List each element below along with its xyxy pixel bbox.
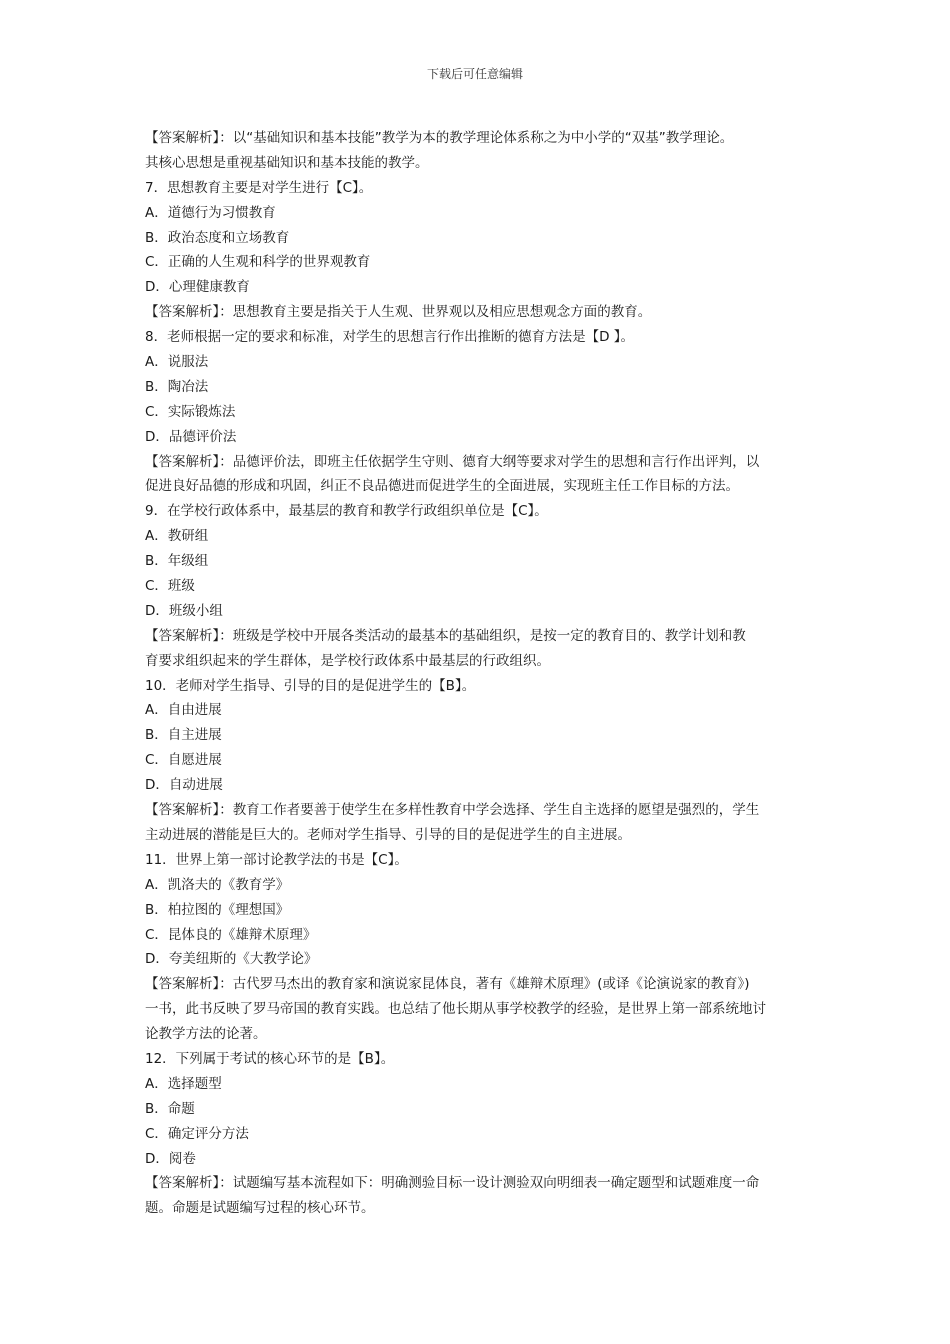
question-text: 11．世界上第一部讨论教学法的书是【C】。 — [145, 851, 408, 868]
question-text: 8．老师根据一定的要求和标准，对学生的思想言行作出推断的德育方法是【D 】。 — [145, 329, 635, 346]
option-text: D．夸美纽斯的《大教学论》 — [145, 951, 318, 968]
answer-explanation-line: 育要求组织起来的学生群体，是学校行政体系中最基层的行政组织。 — [145, 652, 550, 669]
option-text: A．说服法 — [145, 354, 209, 371]
document-body — [145, 126, 825, 1221]
option-text: B．年级组 — [145, 553, 209, 570]
answer-explanation-line: 一书，此书反映了罗马帝国的教育实践。也总结了他长期从事学校教学的经验，是世界上第一部系统地讨 — [145, 1001, 766, 1018]
option-text: A．自由进展 — [145, 702, 222, 719]
question-text: 10．老师对学生指导、引导的目的是促进学生的【B】。 — [145, 677, 476, 694]
answer-explanation-line: 其核心思想是重视基础知识和基本技能的教学。 — [145, 154, 429, 171]
option-text: C．自愿进展 — [145, 752, 222, 769]
option-text: C．实际锻炼法 — [145, 403, 236, 420]
answer-explanation-line: 论教学方法的论著。 — [145, 1026, 267, 1043]
option-text: C．确定评分方法 — [145, 1125, 249, 1142]
option-text: B．自主进展 — [145, 727, 222, 744]
question-text: 12．下列属于考试的核心环节的是【B】。 — [145, 1050, 395, 1067]
option-text: A．选择题型 — [145, 1075, 222, 1092]
question-text: 7．思想教育主要是对学生进行【C】。 — [145, 179, 373, 196]
option-text: B．陶冶法 — [145, 378, 209, 395]
option-text: D．自动进展 — [145, 777, 223, 794]
answer-explanation-line: 【答案解析】：教育工作者要善于使学生在多样性教育中学会选择、学生自主选择的愿望是强烈的，学生 — [145, 802, 760, 819]
answer-explanation-line: 【答案解析】：班级是学校中开展各类活动的最基本的基础组织，是按一定的教育目的、教学计划和教 — [145, 627, 746, 644]
answer-explanation-line: 【答案解析】：思想教育主要是指关于人生观、世界观以及相应思想观念方面的教育。 — [145, 304, 652, 321]
option-text: A．道德行为习惯教育 — [145, 204, 276, 221]
option-text: D．阅卷 — [145, 1150, 196, 1167]
question-text: 9．在学校行政体系中，最基层的教育和教学行政组织单位是【C】。 — [145, 503, 548, 520]
option-text: C．正确的人生观和科学的世界观教育 — [145, 254, 371, 271]
option-text: C．班级 — [145, 578, 195, 595]
answer-explanation-line: 促进良好品德的形成和巩固，纠正不良品德进而促进学生的全面进展，实现班主任工作目标的方法。 — [145, 478, 739, 495]
answer-explanation-line: 【答案解析】：品德评价法，即班主任依据学生守则、德育大纲等要求对学生的思想和言行作出评判，以 — [145, 453, 760, 470]
option-text: D．班级小组 — [145, 602, 223, 619]
option-text: D．品德评价法 — [145, 428, 237, 445]
answer-explanation-line: 题。命题是试题编写过程的核心环节。 — [145, 1200, 375, 1217]
option-text: B．政治态度和立场教育 — [145, 229, 290, 246]
answer-explanation-line: 主动进展的潜能是巨大的。老师对学生指导、引导的目的是促进学生的自主进展。 — [145, 826, 631, 843]
page-header: 下载后可任意编辑 — [426, 67, 523, 81]
answer-explanation-line: 【答案解析】：古代罗马杰出的教育家和演说家昆体良，著有《雄辩术原理》(或译《论演说家的教育》) — [145, 976, 750, 993]
option-text: C．昆体良的《雄辩术原理》 — [145, 926, 317, 943]
answer-explanation-line: 【答案解析】：以“基础知识和基本技能”教学为本的教学理论体系称之为中小学的“双基”教学理论。 — [145, 130, 734, 146]
option-text: B．柏拉图的《理想国》 — [145, 901, 290, 918]
option-text: A．教研组 — [145, 528, 209, 545]
option-text: A．凯洛夫的《教育学》 — [145, 876, 290, 893]
option-text: B．命题 — [145, 1100, 195, 1117]
answer-explanation-line: 【答案解析】：试题编写基本流程如下：明确测验目标一设计测验双向明细表一确定题型和试题难度一命 — [145, 1175, 760, 1192]
option-text: D．心理健康教育 — [145, 279, 250, 296]
